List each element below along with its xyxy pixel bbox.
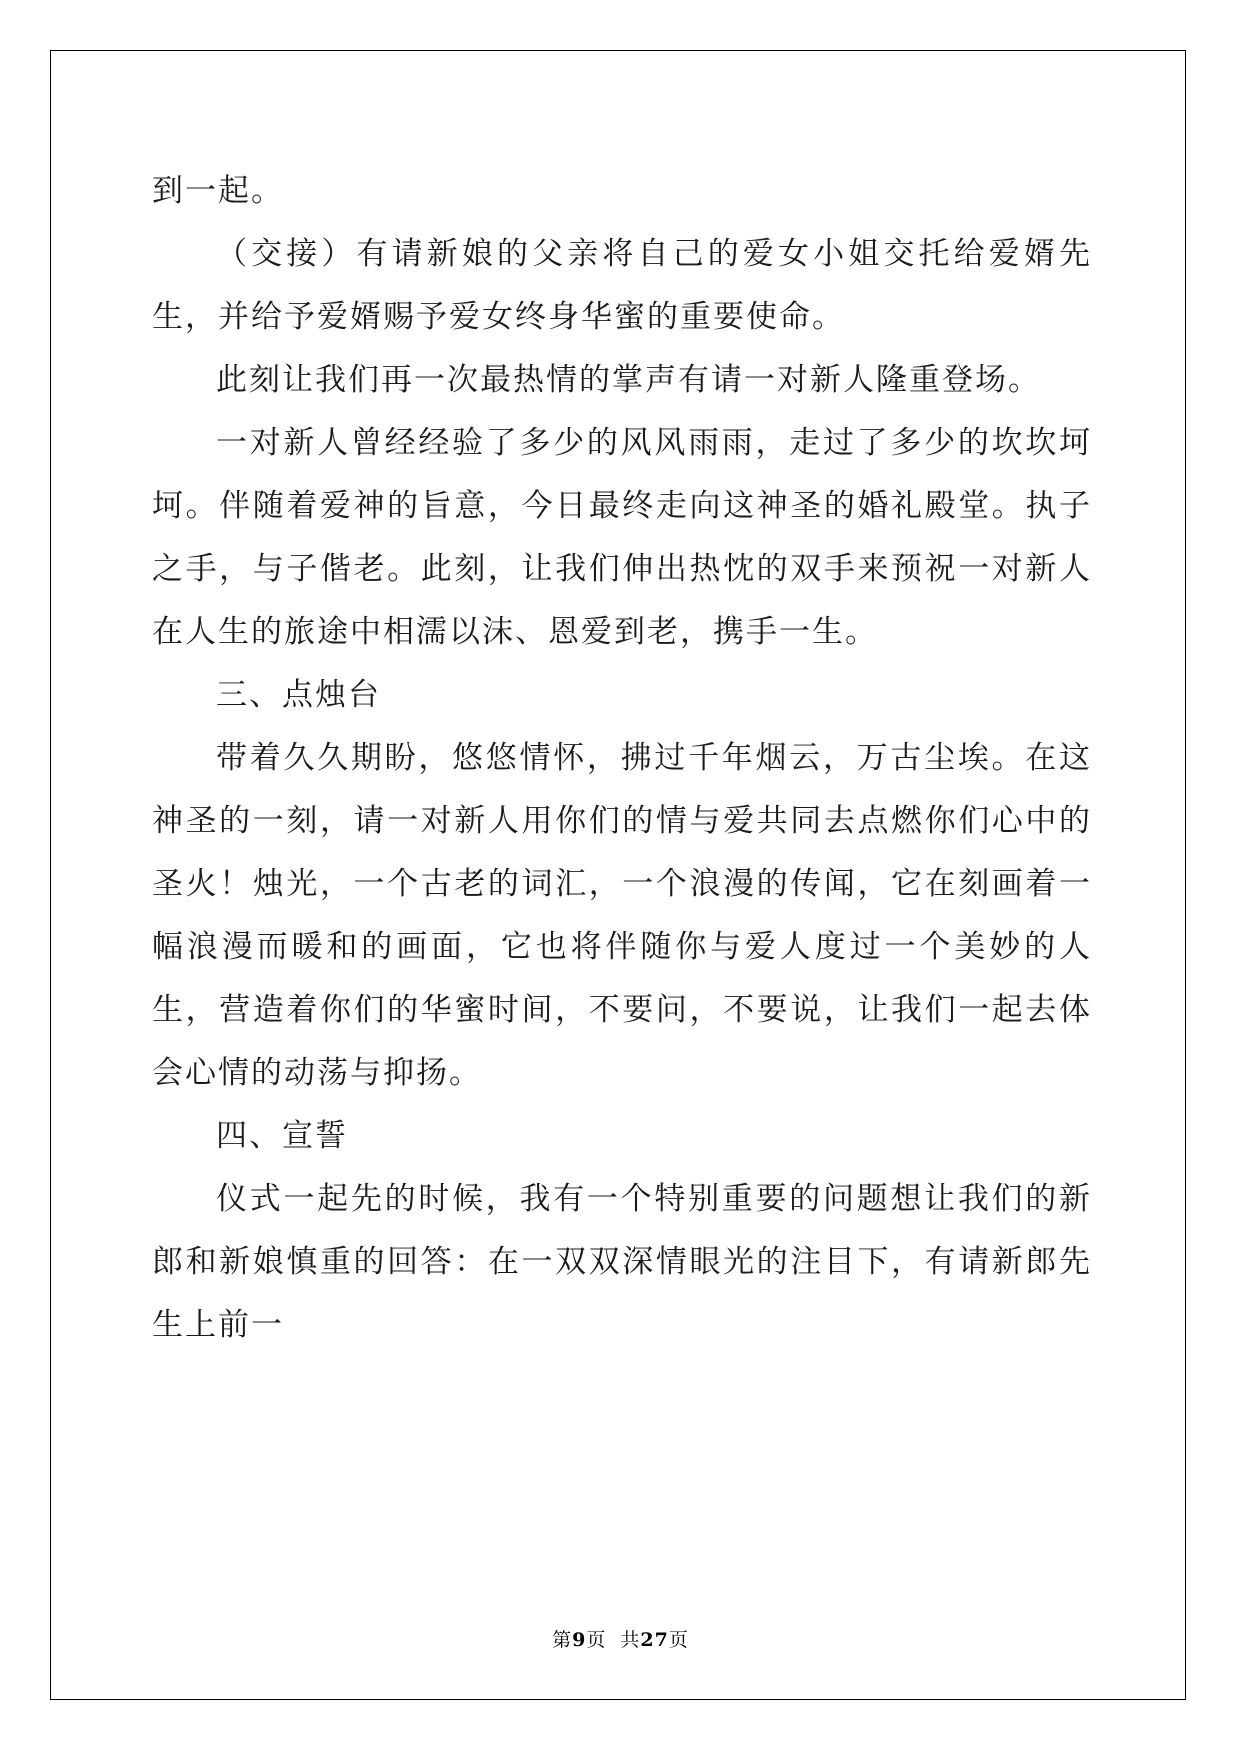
- paragraph-vow: 仪式一起先的时候，我有一个特别重要的问题想让我们的新郎和新娘慎重的回答：在一双双深情眼光的注目下，有请新郎先生上前一: [152, 1181, 1092, 1343]
- footer-page-number: 9: [572, 1629, 587, 1651]
- footer-total-suffix: 页: [668, 1629, 689, 1651]
- section-heading-vow: 四、宣誓: [216, 1118, 348, 1154]
- paragraph-handover: （交接）有请新娘的父亲将自己的爱女小姐交托给爱婿先生，并给予爱婿赐予爱女终身华蜜的重要使命。: [152, 236, 1092, 335]
- page-footer: [0, 1625, 1241, 1652]
- section-heading-candle: 三、点烛台: [216, 677, 381, 713]
- paragraph-continuation: 到一起。: [152, 173, 284, 209]
- footer-page-suffix: 页: [586, 1629, 607, 1651]
- paragraph-candle: 带着久久期盼，悠悠情怀，拂过千年烟云，万古尘埃。在这神圣的一刻，请一对新人用你们的情与爱共同去点燃你们心中的圣火！烛光，一个古老的词汇，一个浪漫的传闻，它在刻画着一幅浪漫而暖和的画面，它也将伴随你与爱人度过一个美妙的人生，营造着你们的华蜜时间，不要问，不要说，让我们一起去体会心情的动荡与抑扬。: [152, 740, 1092, 1091]
- document-body: [152, 160, 1092, 1357]
- paragraph-blessing: 一对新人曾经经验了多少的风风雨雨，走过了多少的坎坎坷坷。伴随着爱神的旨意，今日最终走向这神圣的婚礼殿堂。执子之手，与子偕老。此刻，让我们伸出热忱的双手来预祝一对新人在人生的旅途中相濡以沫、恩爱到老，携手一生。: [152, 425, 1092, 650]
- paragraph-entrance: 此刻让我们再一次最热情的掌声有请一对新人隆重登场。: [216, 362, 1041, 398]
- footer-total-pages: 27: [640, 1629, 669, 1651]
- footer-total-prefix: 共: [620, 1629, 641, 1651]
- footer-prefix: 第: [552, 1629, 573, 1651]
